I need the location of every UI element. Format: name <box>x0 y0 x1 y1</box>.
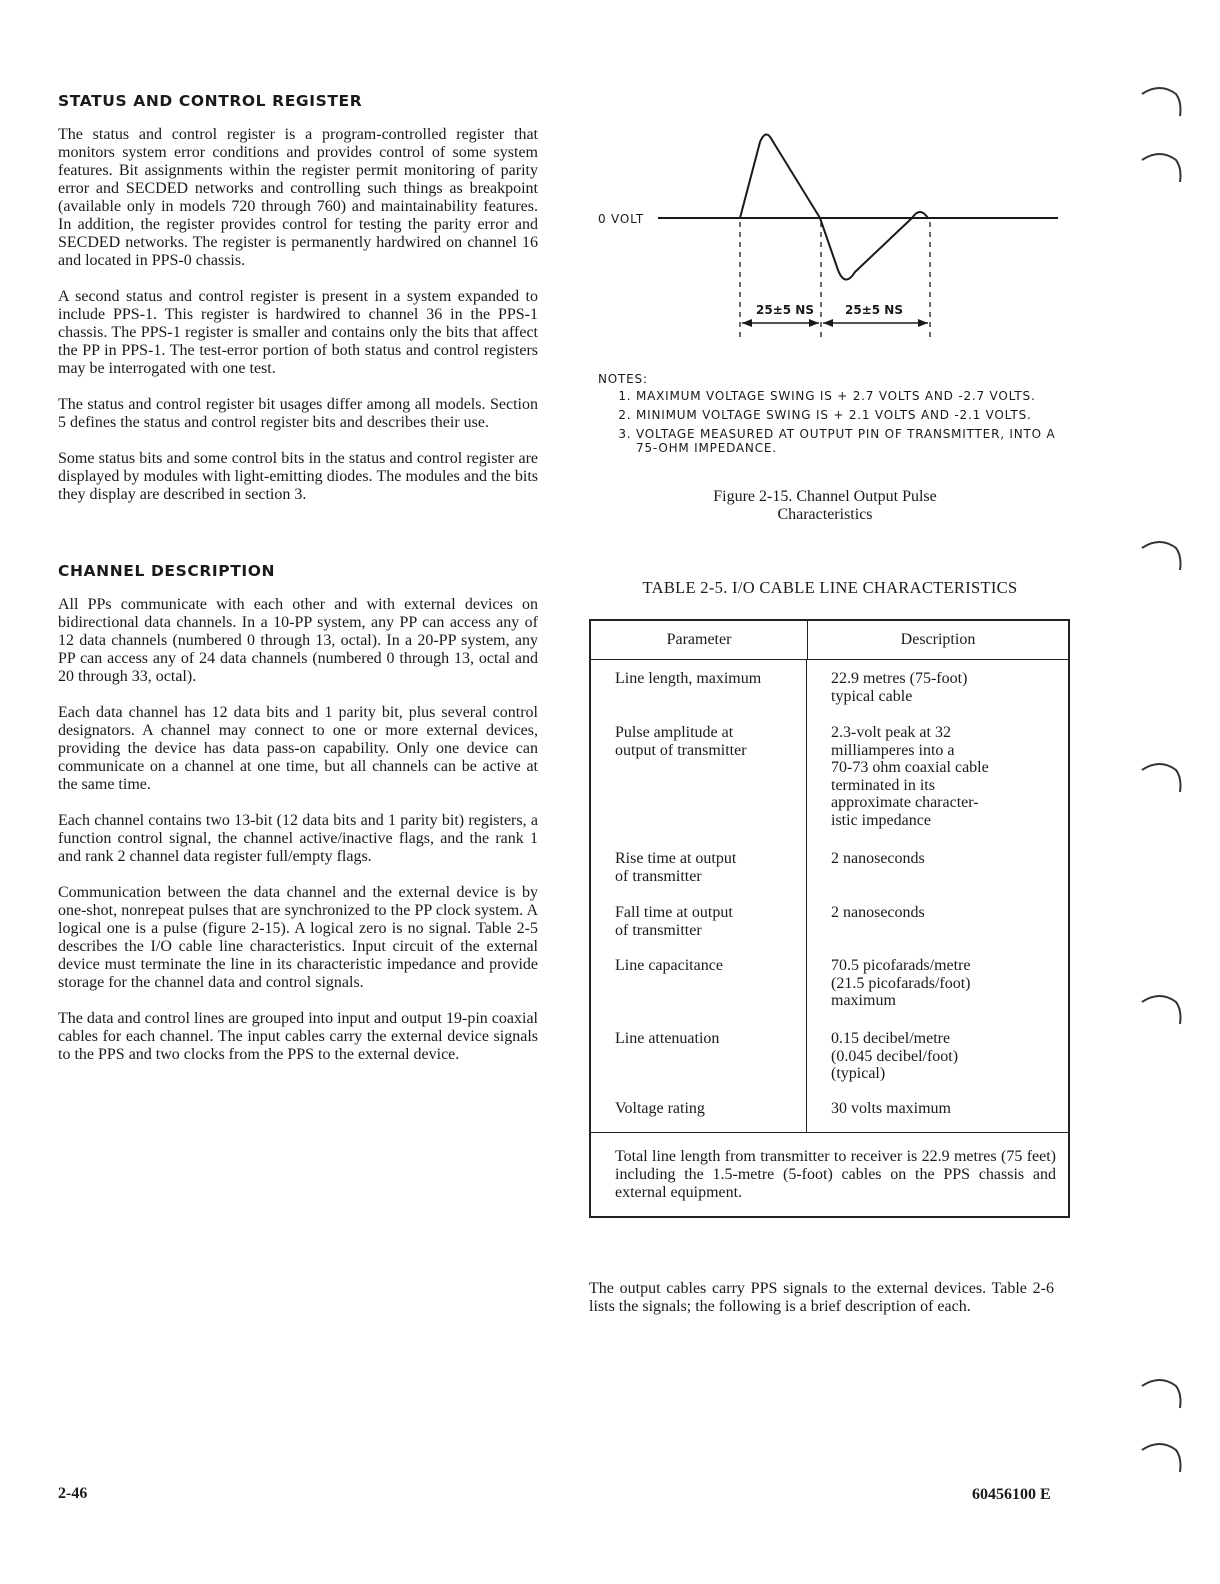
table-cell-parameter: Line capacitance <box>615 957 723 974</box>
table-body <box>591 660 1068 1132</box>
channel-output-pulse-diagram <box>590 120 1070 540</box>
table-header-parameter: Parameter <box>591 621 808 659</box>
status-paragraph-1: The status and control register is a program-controlled register that monitors system error conditions and provides control of some system features. Bit assignments within the register permit monitoring of parity error and SECDED networks and controlling such things as breakpoint (available only in models 720 through 760) and maintainability features. In addition, the register provides control for testing the parity error and SECDED networks. The register is permanently hardwired on channel 16 and located in PPS-0 chassis. <box>58 126 538 269</box>
zero-volt-label: 0 VOLT <box>598 212 645 226</box>
channel-paragraph-5: The data and control lines are grouped into input and output 19-pin coaxial cables for each channel. The input cables carry the external device signals to the PPS and two clocks from the PPS to the external device. <box>58 1010 538 1063</box>
page-number: 2-46 <box>58 1485 88 1502</box>
figure-caption-line1: Figure 2-15. Channel Output Pulse <box>713 488 937 505</box>
table-cell-description: 2 nanoseconds <box>831 850 925 867</box>
table-cell-parameter: Rise time at output of transmitter <box>615 850 737 885</box>
output-cables-paragraph: The output cables carry PPS signals to the external devices. Table 2-6 lists the signals; the following is a brief description of each. <box>589 1280 1054 1315</box>
table-cell-description: 22.9 metres (75-foot) typical cable <box>831 670 968 705</box>
note-item: 1. MAXIMUM VOLTAGE SWING IS + 2.7 VOLTS AND -2.7 VOLTS. <box>636 389 1078 403</box>
table-cell-description: 2 nanoseconds <box>831 904 925 921</box>
table-cell-parameter: Fall time at output of transmitter <box>615 904 733 939</box>
channel-paragraph-3: Each channel contains two 13-bit (12 data bits and 1 parity bit) registers, a function control signal, the channel active/inactive flags, and the rank 1 and rank 2 channel data register full/empty flags. <box>58 812 538 865</box>
table-cell-parameter: Line length, maximum <box>615 670 762 687</box>
table-cell-description: 2.3-volt peak at 32 milliamperes into a 70-73 ohm coaxial cable terminated in its approximate character- istic impedance <box>831 724 989 829</box>
status-paragraph-4: Some status bits and some control bits in the status and control register are displayed by modules with light-emitting diodes. The modules and the bits they display are described in section 3. <box>58 450 538 503</box>
binder-hole-icon <box>1138 146 1184 186</box>
left-column <box>58 92 538 1082</box>
channel-paragraph-4: Communication between the data channel and the external device is by one-shot, nonrepeat pulses that are synchronized to the PP clock system. A logical one is a pulse (figure 2-15). A logical zero is no signal. Table 2-5 describes the I/O cable line characteristics. Input circuit of the external device must terminate the line in its characteristic impedance and provide storage for the channel data and control signals. <box>58 884 538 991</box>
binder-hole-icon <box>1138 1436 1184 1476</box>
figure-caption <box>640 488 1010 524</box>
document-number: 60456100 E <box>972 1486 1051 1503</box>
pulse-waveform <box>740 134 928 279</box>
notes-heading: NOTES: <box>598 372 648 386</box>
binder-hole-icon <box>1138 1372 1184 1412</box>
binder-hole-icon <box>1138 534 1184 574</box>
channel-description-heading: CHANNEL DESCRIPTION <box>58 562 276 580</box>
status-control-heading: STATUS AND CONTROL REGISTER <box>58 92 363 110</box>
timing-label-second: 25±5 NS <box>845 303 903 317</box>
table-header-row <box>591 621 1068 660</box>
figure-notes <box>598 372 1078 460</box>
status-paragraph-3: The status and control register bit usages differ among all models. Section 5 defines the status and control register bits and describes their use. <box>58 396 538 431</box>
table-footnote: Total line length from transmitter to receiver is 22.9 metres (75 feet) including the 1.5-metre (5-foot) cables on the PPS chassis and external equipment. <box>591 1132 1068 1216</box>
table-header-description: Description <box>900 631 976 648</box>
binder-hole-icon <box>1138 988 1184 1028</box>
channel-paragraph-1: All PPs communicate with each other and with external devices on bidirectional data channels. In a 10-PP system, any PP can access any of 12 data channels (numbered 0 through 13, octal). In a 20-PP system, any PP can access any of 24 data channels (numbered 0 through 13, octal and 20 through 33, octal). <box>58 596 538 685</box>
status-paragraph-2: A second status and control register is present in a system expanded to include PPS-1. This register is hardwired to channel 36 in the PPS-1 chassis. The PPS-1 register is smaller and contains only the bits that affect the PP in PPS-1. The test-error portion of both status and control registers may be interrogated with one test. <box>58 288 538 377</box>
notes-list <box>598 389 1078 455</box>
table-cell-parameter: Line attenuation <box>615 1030 720 1047</box>
timing-label-first: 25±5 NS <box>756 303 814 317</box>
note-item: 2. MINIMUM VOLTAGE SWING IS + 2.1 VOLTS AND -2.1 VOLTS. <box>636 408 1078 422</box>
io-cable-table <box>589 619 1070 1218</box>
note-item: 3. VOLTAGE MEASURED AT OUTPUT PIN OF TRANSMITTER, INTO A 75-OHM IMPEDANCE. <box>636 427 1078 455</box>
table-cell-parameter: Pulse amplitude at output of transmitter <box>615 724 747 759</box>
binder-hole-icon <box>1138 756 1184 796</box>
table-cell-description: 30 volts maximum <box>831 1100 951 1117</box>
table-cell-parameter: Voltage rating <box>615 1100 705 1117</box>
table-cell-description: 0.15 decibel/metre (0.045 decibel/foot) (typical) <box>831 1030 959 1082</box>
table-cell-description: 70.5 picofarads/metre (21.5 picofarads/foot) maximum <box>831 957 971 1009</box>
parameter-column <box>591 660 807 1132</box>
binder-hole-icon <box>1138 80 1184 120</box>
description-column <box>807 660 1068 1132</box>
figure-caption-line2: Characteristics <box>777 506 873 523</box>
channel-paragraph-2: Each data channel has 12 data bits and 1 parity bit, plus several control designators. A channel may connect to one or more external devices, providing the device has data pass-on capability. Only one device can communicate on a channel at one time, but all channels can be active at the same time. <box>58 704 538 793</box>
table-title: TABLE 2-5. I/O CABLE LINE CHARACTERISTICS <box>642 578 1018 597</box>
